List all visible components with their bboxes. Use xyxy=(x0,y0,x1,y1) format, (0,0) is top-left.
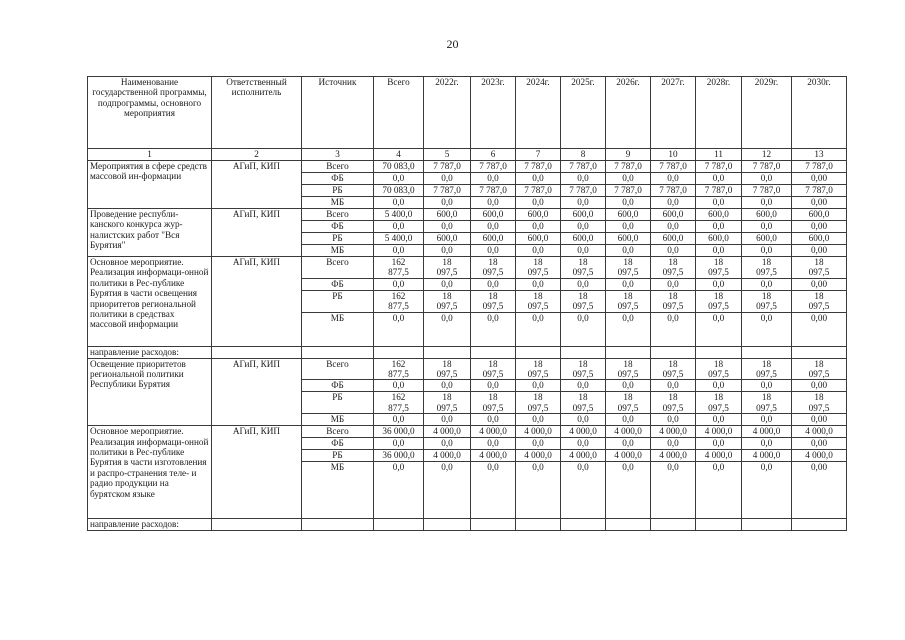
value-cell: 0,0 xyxy=(606,438,651,450)
column-number: 6 xyxy=(471,149,516,161)
value-cell: 18 097,5 xyxy=(696,392,742,414)
value-cell: 0,0 xyxy=(742,221,792,233)
value-cell: 0,0 xyxy=(561,278,606,290)
value-cell: 18 097,5 xyxy=(651,290,696,312)
value-cell: 0,0 xyxy=(516,462,561,519)
value-cell: 70 083,0 xyxy=(374,161,424,173)
value-cell: 0,0 xyxy=(696,380,742,392)
value-cell: 0,0 xyxy=(374,221,424,233)
empty-cell xyxy=(742,346,792,358)
value-cell: 7 787,0 xyxy=(742,185,792,197)
source-cell: МБ xyxy=(302,414,374,426)
empty-cell xyxy=(742,519,792,531)
value-cell: 0,00 xyxy=(792,173,847,185)
value-cell: 4 000,0 xyxy=(516,426,561,438)
value-cell: 7 787,0 xyxy=(424,185,471,197)
value-cell: 600,0 xyxy=(606,209,651,221)
value-cell: 0,0 xyxy=(696,278,742,290)
executor-cell: АГиП, КИП xyxy=(212,161,302,209)
source-cell: МБ xyxy=(302,462,374,519)
empty-cell xyxy=(374,346,424,358)
value-cell: 0,0 xyxy=(424,312,471,346)
note-cell: направление расходов: xyxy=(88,346,212,358)
empty-cell xyxy=(561,519,606,531)
value-cell: 7 787,0 xyxy=(516,161,561,173)
value-cell: 0,0 xyxy=(374,312,424,346)
source-cell: РБ xyxy=(302,450,374,462)
value-cell: 0,0 xyxy=(606,245,651,257)
value-cell: 162 877,5 xyxy=(374,290,424,312)
value-cell: 18 097,5 xyxy=(424,392,471,414)
value-cell: 0,0 xyxy=(561,438,606,450)
column-number: 5 xyxy=(424,149,471,161)
value-cell: 18 097,5 xyxy=(606,290,651,312)
column-number: 12 xyxy=(742,149,792,161)
source-cell: Всего xyxy=(302,209,374,221)
value-cell: 0,0 xyxy=(561,380,606,392)
value-cell: 18 097,5 xyxy=(696,290,742,312)
table-row xyxy=(88,257,847,279)
value-cell: 0,0 xyxy=(424,380,471,392)
value-cell: 4 000,0 xyxy=(651,426,696,438)
value-cell: 600,0 xyxy=(471,209,516,221)
value-cell: 18 097,5 xyxy=(516,290,561,312)
value-cell: 4 000,0 xyxy=(792,450,847,462)
value-cell: 7 787,0 xyxy=(424,161,471,173)
value-cell: 4 000,0 xyxy=(696,450,742,462)
value-cell: 0,0 xyxy=(561,197,606,209)
value-cell: 600,0 xyxy=(651,209,696,221)
column-number: 13 xyxy=(792,149,847,161)
column-number: 2 xyxy=(212,149,302,161)
column-number: 7 xyxy=(516,149,561,161)
value-cell: 7 787,0 xyxy=(516,185,561,197)
executor-cell: АГиП, КИП xyxy=(212,209,302,257)
program-name: Основное мероприятие. Реализация информаци-онной политики в Рес-публике Бурятия в части освещения приоритетов региональной политики в средствах массовой информации xyxy=(88,257,212,347)
value-cell: 0,0 xyxy=(471,462,516,519)
value-cell: 0,0 xyxy=(696,173,742,185)
value-cell: 0,0 xyxy=(424,278,471,290)
value-cell: 0,0 xyxy=(742,173,792,185)
source-cell: ФБ xyxy=(302,438,374,450)
value-cell: 18 097,5 xyxy=(424,290,471,312)
column-number: 1 xyxy=(88,149,212,161)
empty-cell xyxy=(606,346,651,358)
value-cell: 600,0 xyxy=(792,209,847,221)
value-cell: 0,0 xyxy=(606,197,651,209)
value-cell: 0,00 xyxy=(792,245,847,257)
header-source: Источник xyxy=(302,77,374,149)
value-cell: 0,0 xyxy=(651,462,696,519)
empty-cell xyxy=(424,346,471,358)
value-cell: 0,0 xyxy=(471,312,516,346)
value-cell: 0,0 xyxy=(696,462,742,519)
value-cell: 18 097,5 xyxy=(792,392,847,414)
value-cell: 0,0 xyxy=(651,245,696,257)
value-cell: 600,0 xyxy=(606,233,651,245)
value-cell: 0,00 xyxy=(792,462,847,519)
value-cell: 0,0 xyxy=(516,438,561,450)
empty-cell xyxy=(471,519,516,531)
source-cell: РБ xyxy=(302,233,374,245)
value-cell: 0,0 xyxy=(651,221,696,233)
value-cell: 4 000,0 xyxy=(792,426,847,438)
value-cell: 0,0 xyxy=(742,414,792,426)
empty-cell xyxy=(651,519,696,531)
value-cell: 0,0 xyxy=(516,221,561,233)
header-executor: Ответственный исполнитель xyxy=(212,77,302,149)
value-cell: 0,0 xyxy=(651,312,696,346)
value-cell: 7 787,0 xyxy=(606,161,651,173)
table-row xyxy=(88,358,847,380)
value-cell: 162 877,5 xyxy=(374,358,424,380)
value-cell: 600,0 xyxy=(696,233,742,245)
value-cell: 162 877,5 xyxy=(374,392,424,414)
value-cell: 18 097,5 xyxy=(516,358,561,380)
value-cell: 18 097,5 xyxy=(742,358,792,380)
value-cell: 0,0 xyxy=(651,438,696,450)
value-cell: 0,0 xyxy=(606,380,651,392)
value-cell: 18 097,5 xyxy=(696,358,742,380)
table-row xyxy=(88,209,847,221)
header-year: 2028г. xyxy=(696,77,742,149)
value-cell: 0,0 xyxy=(471,173,516,185)
value-cell: 0,0 xyxy=(651,380,696,392)
header-year: 2024г. xyxy=(516,77,561,149)
header-year: 2029г. xyxy=(742,77,792,149)
value-cell: 0,0 xyxy=(374,197,424,209)
value-cell: 5 400,0 xyxy=(374,233,424,245)
value-cell: 18 097,5 xyxy=(424,257,471,279)
source-cell: РБ xyxy=(302,392,374,414)
column-number: 8 xyxy=(561,149,606,161)
header-total: Всего xyxy=(374,77,424,149)
value-cell: 4 000,0 xyxy=(561,450,606,462)
empty-cell xyxy=(696,519,742,531)
value-cell: 0,0 xyxy=(742,278,792,290)
value-cell: 0,00 xyxy=(792,380,847,392)
value-cell: 7 787,0 xyxy=(471,185,516,197)
value-cell: 7 787,0 xyxy=(471,161,516,173)
value-cell: 0,0 xyxy=(471,414,516,426)
value-cell: 600,0 xyxy=(742,233,792,245)
value-cell: 0,0 xyxy=(471,221,516,233)
value-cell: 18 097,5 xyxy=(606,392,651,414)
value-cell: 4 000,0 xyxy=(742,450,792,462)
value-cell: 0,0 xyxy=(374,380,424,392)
value-cell: 0,0 xyxy=(516,312,561,346)
source-cell: ФБ xyxy=(302,278,374,290)
value-cell: 0,0 xyxy=(696,414,742,426)
value-cell: 4 000,0 xyxy=(424,450,471,462)
value-cell: 0,0 xyxy=(471,197,516,209)
value-cell: 70 083,0 xyxy=(374,185,424,197)
header-year: 2022г. xyxy=(424,77,471,149)
value-cell: 0,0 xyxy=(374,245,424,257)
value-cell: 7 787,0 xyxy=(651,185,696,197)
source-cell: РБ xyxy=(302,290,374,312)
value-cell: 0,00 xyxy=(792,438,847,450)
header-row xyxy=(88,77,847,149)
value-cell: 4 000,0 xyxy=(606,450,651,462)
value-cell: 7 787,0 xyxy=(696,185,742,197)
value-cell: 0,0 xyxy=(651,414,696,426)
executor-cell: АГиП, КИП xyxy=(212,426,302,519)
value-cell: 4 000,0 xyxy=(606,426,651,438)
header-year: 2027г. xyxy=(651,77,696,149)
header-year: 2026г. xyxy=(606,77,651,149)
value-cell: 18 097,5 xyxy=(471,358,516,380)
table-row xyxy=(88,161,847,173)
value-cell: 0,0 xyxy=(561,245,606,257)
source-cell: Всего xyxy=(302,358,374,380)
program-name: Проведение республи-канского конкурса жур-налистских работ "Вся Бурятия" xyxy=(88,209,212,257)
column-number: 3 xyxy=(302,149,374,161)
value-cell: 18 097,5 xyxy=(792,290,847,312)
empty-cell xyxy=(212,346,302,358)
value-cell: 0,0 xyxy=(516,380,561,392)
table-row xyxy=(88,346,847,358)
source-cell: МБ xyxy=(302,197,374,209)
value-cell: 0,0 xyxy=(606,173,651,185)
executor-cell: АГиП, КИП xyxy=(212,257,302,347)
program-name: Освещение приоритетов региональной политики Республики Бурятия xyxy=(88,358,212,426)
value-cell: 0,0 xyxy=(424,414,471,426)
value-cell: 4 000,0 xyxy=(561,426,606,438)
value-cell: 0,00 xyxy=(792,278,847,290)
value-cell: 0,0 xyxy=(561,414,606,426)
empty-cell xyxy=(424,519,471,531)
value-cell: 0,0 xyxy=(696,438,742,450)
empty-cell xyxy=(516,519,561,531)
value-cell: 18 097,5 xyxy=(471,257,516,279)
value-cell: 0,0 xyxy=(606,462,651,519)
value-cell: 7 787,0 xyxy=(696,161,742,173)
value-cell: 0,0 xyxy=(424,197,471,209)
value-cell: 18 097,5 xyxy=(516,392,561,414)
value-cell: 600,0 xyxy=(651,233,696,245)
note-cell: направление расходов: xyxy=(88,519,212,531)
column-number-row xyxy=(88,149,847,161)
value-cell: 18 097,5 xyxy=(561,392,606,414)
value-cell: 18 097,5 xyxy=(606,257,651,279)
empty-cell xyxy=(302,346,374,358)
value-cell: 4 000,0 xyxy=(742,426,792,438)
value-cell: 0,0 xyxy=(471,438,516,450)
value-cell: 0,0 xyxy=(606,278,651,290)
empty-cell xyxy=(606,519,651,531)
value-cell: 0,0 xyxy=(374,414,424,426)
executor-cell: АГиП, КИП xyxy=(212,358,302,426)
value-cell: 18 097,5 xyxy=(561,358,606,380)
header-year: 2023г. xyxy=(471,77,516,149)
value-cell: 0,00 xyxy=(792,197,847,209)
value-cell: 0,0 xyxy=(374,462,424,519)
value-cell: 600,0 xyxy=(742,209,792,221)
value-cell: 18 097,5 xyxy=(471,392,516,414)
empty-cell xyxy=(471,346,516,358)
program-name: Основное мероприятие. Реализация информаци-онной политики в Рес-публике Бурятия в части изготовления и распро-странения теле- и радио продукции на бурятском языке xyxy=(88,426,212,519)
value-cell: 18 097,5 xyxy=(792,358,847,380)
value-cell: 0,0 xyxy=(651,197,696,209)
value-cell: 7 787,0 xyxy=(742,161,792,173)
value-cell: 18 097,5 xyxy=(606,358,651,380)
empty-cell xyxy=(651,346,696,358)
value-cell: 0,0 xyxy=(561,312,606,346)
column-number: 11 xyxy=(696,149,742,161)
value-cell: 7 787,0 xyxy=(792,161,847,173)
value-cell: 0,0 xyxy=(516,414,561,426)
value-cell: 0,0 xyxy=(651,278,696,290)
value-cell: 0,0 xyxy=(606,312,651,346)
value-cell: 600,0 xyxy=(516,233,561,245)
value-cell: 0,0 xyxy=(471,380,516,392)
source-cell: Всего xyxy=(302,257,374,279)
source-cell: ФБ xyxy=(302,380,374,392)
value-cell: 7 787,0 xyxy=(561,185,606,197)
value-cell: 0,0 xyxy=(374,278,424,290)
value-cell: 600,0 xyxy=(424,209,471,221)
source-cell: МБ xyxy=(302,245,374,257)
header-year: 2030г. xyxy=(792,77,847,149)
empty-cell xyxy=(302,519,374,531)
value-cell: 600,0 xyxy=(561,209,606,221)
empty-cell xyxy=(516,346,561,358)
value-cell: 0,0 xyxy=(606,221,651,233)
value-cell: 4 000,0 xyxy=(696,426,742,438)
value-cell: 18 097,5 xyxy=(651,358,696,380)
column-number: 4 xyxy=(374,149,424,161)
value-cell: 0,0 xyxy=(424,221,471,233)
value-cell: 4 000,0 xyxy=(424,426,471,438)
value-cell: 0,0 xyxy=(742,380,792,392)
value-cell: 600,0 xyxy=(561,233,606,245)
value-cell: 600,0 xyxy=(424,233,471,245)
value-cell: 0,0 xyxy=(471,278,516,290)
table-row xyxy=(88,519,847,531)
source-cell: Всего xyxy=(302,426,374,438)
value-cell: 18 097,5 xyxy=(742,257,792,279)
value-cell: 5 400,0 xyxy=(374,209,424,221)
source-cell: Всего xyxy=(302,161,374,173)
value-cell: 600,0 xyxy=(516,209,561,221)
value-cell: 0,0 xyxy=(742,245,792,257)
value-cell: 600,0 xyxy=(471,233,516,245)
program-name: Мероприятия в сфере средств массовой ин-формации xyxy=(88,161,212,209)
empty-cell xyxy=(212,519,302,531)
source-cell: МБ xyxy=(302,312,374,346)
value-cell: 18 097,5 xyxy=(561,257,606,279)
value-cell: 0,0 xyxy=(374,173,424,185)
value-cell: 0,0 xyxy=(742,312,792,346)
value-cell: 4 000,0 xyxy=(471,450,516,462)
value-cell: 0,00 xyxy=(792,414,847,426)
empty-cell xyxy=(696,346,742,358)
header-name: Наименование государственной программы, подпрограммы, основного мероприятия xyxy=(88,77,212,149)
budget-table xyxy=(87,76,847,531)
empty-cell xyxy=(374,519,424,531)
value-cell: 18 097,5 xyxy=(424,358,471,380)
value-cell: 36 000,0 xyxy=(374,450,424,462)
empty-cell xyxy=(792,519,847,531)
source-cell: ФБ xyxy=(302,221,374,233)
value-cell: 600,0 xyxy=(792,233,847,245)
value-cell: 0,0 xyxy=(516,197,561,209)
value-cell: 0,0 xyxy=(516,245,561,257)
value-cell: 18 097,5 xyxy=(561,290,606,312)
value-cell: 0,0 xyxy=(516,173,561,185)
header-year: 2025г. xyxy=(561,77,606,149)
empty-cell xyxy=(792,346,847,358)
value-cell: 18 097,5 xyxy=(742,290,792,312)
value-cell: 0,0 xyxy=(742,462,792,519)
value-cell: 0,0 xyxy=(561,173,606,185)
value-cell: 18 097,5 xyxy=(651,392,696,414)
value-cell: 0,0 xyxy=(696,312,742,346)
value-cell: 7 787,0 xyxy=(561,161,606,173)
value-cell: 0,00 xyxy=(792,312,847,346)
value-cell: 7 787,0 xyxy=(606,185,651,197)
value-cell: 18 097,5 xyxy=(696,257,742,279)
source-cell: РБ xyxy=(302,185,374,197)
value-cell: 0,0 xyxy=(471,245,516,257)
value-cell: 0,0 xyxy=(742,438,792,450)
value-cell: 0,0 xyxy=(516,278,561,290)
value-cell: 0,0 xyxy=(651,173,696,185)
value-cell: 18 097,5 xyxy=(742,392,792,414)
value-cell: 18 097,5 xyxy=(792,257,847,279)
value-cell: 0,0 xyxy=(561,462,606,519)
value-cell: 4 000,0 xyxy=(471,426,516,438)
column-number: 9 xyxy=(606,149,651,161)
empty-cell xyxy=(561,346,606,358)
value-cell: 4 000,0 xyxy=(651,450,696,462)
value-cell: 18 097,5 xyxy=(471,290,516,312)
value-cell: 36 000,0 xyxy=(374,426,424,438)
value-cell: 4 000,0 xyxy=(516,450,561,462)
value-cell: 7 787,0 xyxy=(651,161,696,173)
column-number: 10 xyxy=(651,149,696,161)
value-cell: 0,0 xyxy=(606,414,651,426)
value-cell: 18 097,5 xyxy=(651,257,696,279)
value-cell: 0,0 xyxy=(424,173,471,185)
value-cell: 18 097,5 xyxy=(516,257,561,279)
value-cell: 0,0 xyxy=(561,221,606,233)
value-cell: 7 787,0 xyxy=(792,185,847,197)
value-cell: 0,0 xyxy=(424,245,471,257)
page-number: 20 xyxy=(446,37,459,51)
value-cell: 0,0 xyxy=(742,197,792,209)
value-cell: 0,0 xyxy=(374,438,424,450)
value-cell: 0,0 xyxy=(424,438,471,450)
value-cell: 0,0 xyxy=(696,197,742,209)
value-cell: 0,0 xyxy=(424,462,471,519)
value-cell: 0,00 xyxy=(792,221,847,233)
value-cell: 600,0 xyxy=(696,209,742,221)
table-row xyxy=(88,426,847,438)
source-cell: ФБ xyxy=(302,173,374,185)
value-cell: 0,0 xyxy=(696,245,742,257)
value-cell: 162 877,5 xyxy=(374,257,424,279)
value-cell: 0,0 xyxy=(696,221,742,233)
